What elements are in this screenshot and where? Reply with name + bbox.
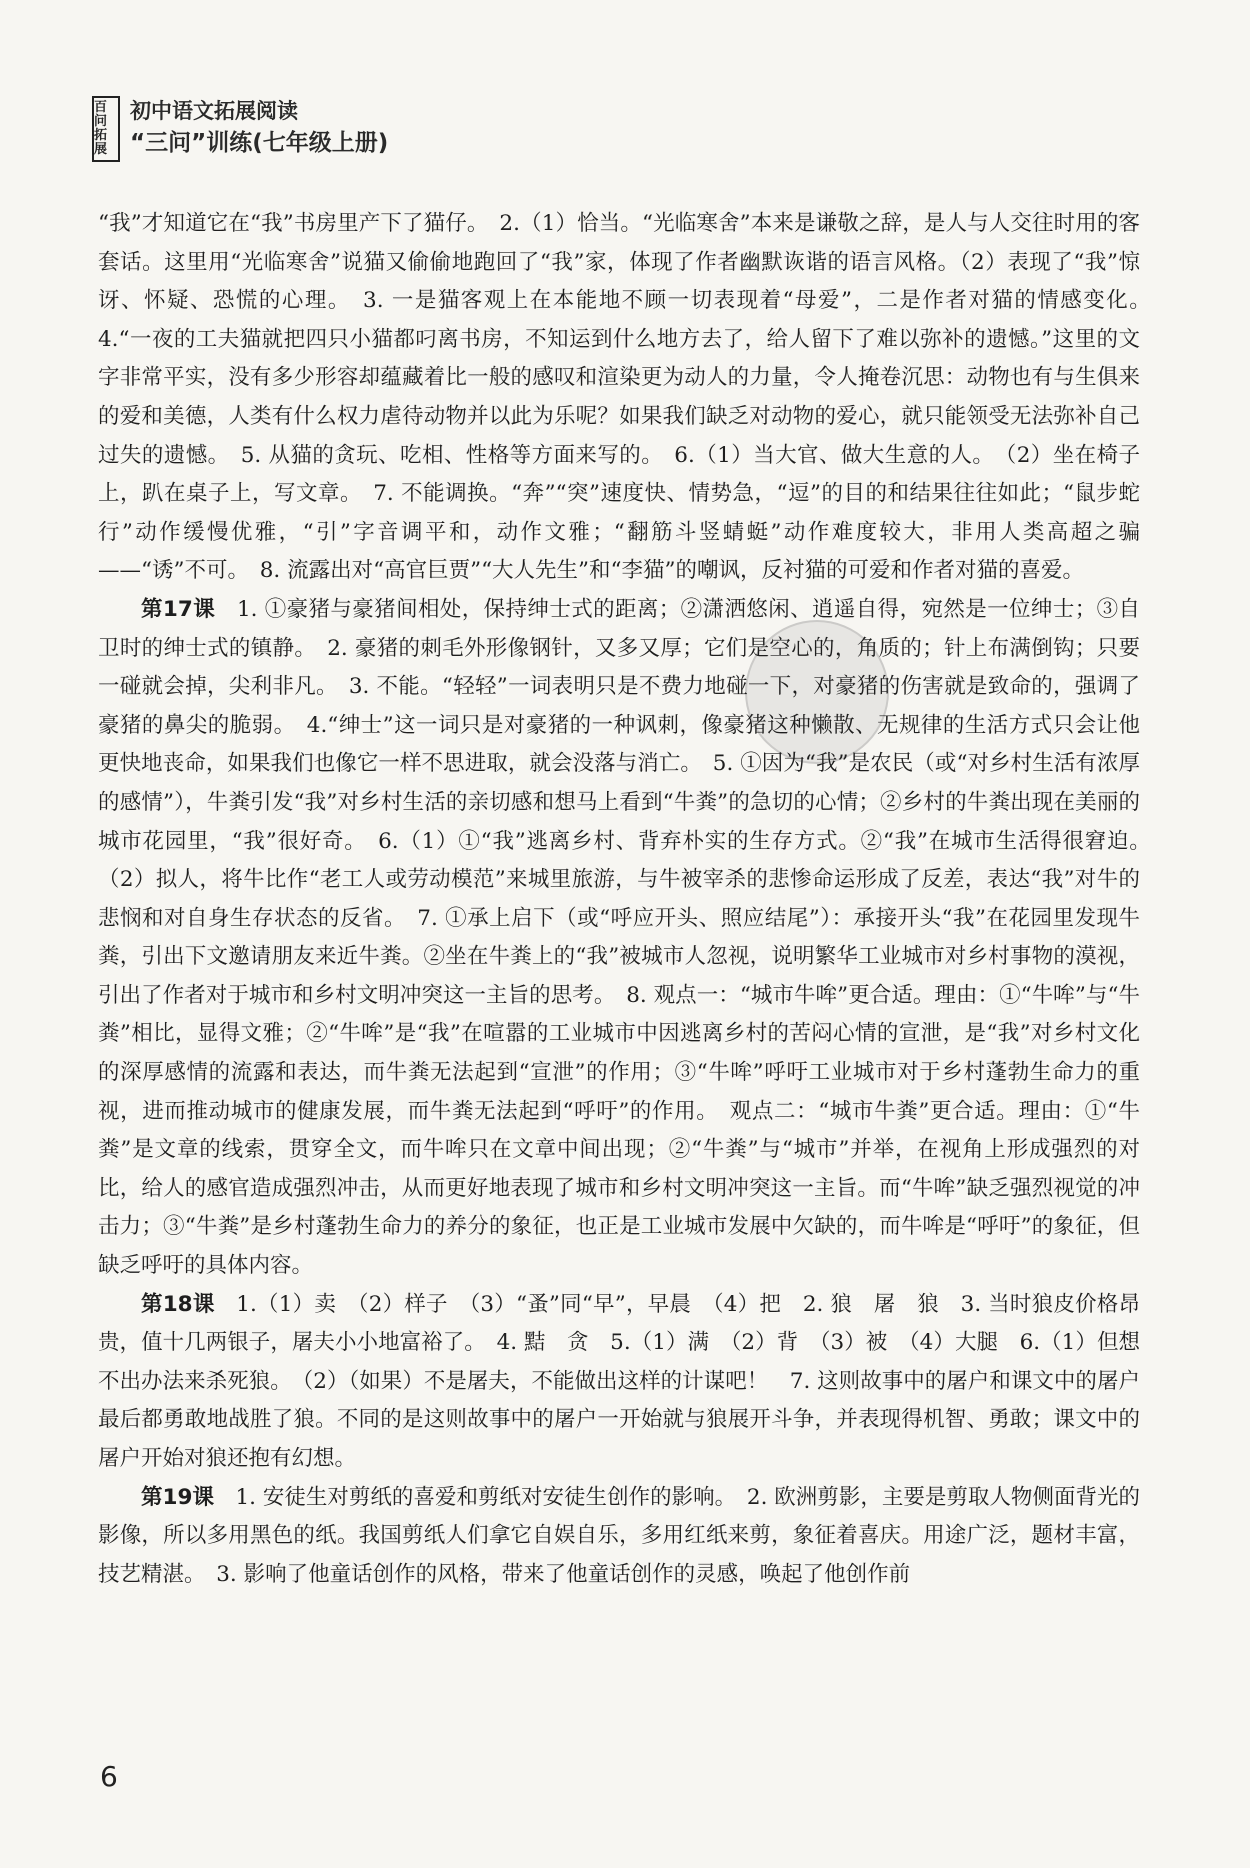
lesson-label: 第19课 [141, 1484, 214, 1510]
answer-paragraph-lesson-19 [98, 1479, 1140, 1595]
logo-text: 百问拓展 [94, 100, 108, 157]
book-title [130, 96, 388, 160]
book-title-line2: “三问”训练(七年级上册) [130, 130, 389, 156]
lesson-answers: 1.（1）卖 （2）样子 （3）“蚤”同“早”，早晨 （4）把 2. 狼 屠 狼 3. 当时狼皮价格昂贵，值十几两银子，屠夫小小地富裕了。 4. 黠 贪 5.（1）满 （2）背 （3）被 （4）大腿 6.（1）但想不出办法来杀死狼。 （2）（如果）不是屠夫，不能做出这样的计谋吧！ 7. 这则故事中的屠户和课文中的屠户最后都勇敢地战胜了狼。不同的是这则故事中的屠户一开始就与狼展开斗争，并表现得机智、勇敢；课文中的屠户开始对狼还抱有幻想。 [98, 1291, 1140, 1471]
answer-text [98, 205, 1162, 1594]
book-series-logo [92, 96, 120, 162]
lesson-label: 第18课 [141, 1291, 215, 1317]
page-number: 6 [100, 1760, 118, 1793]
book-title-line1: 初中语文拓展阅读 [130, 99, 298, 123]
answer-paragraph-lesson-17 [98, 591, 1162, 1286]
lesson-label: 第17课 [141, 596, 216, 622]
answer-paragraph-lesson-18 [98, 1286, 1140, 1479]
answer-paragraph-continued: “我”才知道它在“我”书房里产下了猫仔。 2.（1）恰当。“光临寒舍”本来是谦敬之辞，是人与人交往时用的客套话。这里用“光临寒舍”说猫又偷偷地跑回了“我”家，体现了作者幽默诙谐的语言风格。（2）表现了“我”惊讶、怀疑、恐慌的心理。 3. 一是猫客观上在本能地不顾一切表现着“母爱”，二是作者对猫的情感变化。 4.“一夜的工夫猫就把四只小猫都叼离书房，不知运到什么地方去了，给人留下了难以弥补的遗憾。”这里的文字非常平实，没有多少形容却蕴藏着比一般的感叹和渲染更为动人的力量，令人掩卷沉思：动物也有与生俱来的爱和美德，人类有什么权力虐待动物并以此为乐呢？如果我们缺乏对动物的爱心，就只能领受无法弥补自己过失的遗憾。 5. 从猫的贪玩、吃相、性格等方面来写的。 6.（1）当大官、做大生意的人。 （2）坐在椅子上，趴在桌子上，写文章。 7. 不能调换。“奔”“突”速度快、情势急，“逗”的目的和结果往往如此；“鼠步蛇行”动作缓慢优雅，“引”字音调平和，动作文雅；“翻筋斗竖蜻蜓”动作难度较大，非用人类高超之骗——“诱”不可。 8. 流露出对“高官巨贾”“大人先生”和“李猫”的嘲讽，反衬猫的可爱和作者对猫的喜爱。 [98, 211, 1162, 584]
lesson-answers: 1. 安徒生对剪纸的喜爱和剪纸对安徒生创作的影响。 2. 欧洲剪影，主要是剪取人物侧面背光的影像，所以多用黑色的纸。我国剪纸人们拿它自娱自乐，多用红纸来剪，象征着喜庆。用途广泛，题材丰富，技艺精湛。 3. 影响了他童话创作的风格，带来了他童话创作的灵感，唤起了他创作前 [98, 1484, 1141, 1587]
lesson-answers: 1. ①豪猪与豪猪间相处，保持绅士式的距离；②潇洒悠闲、逍遥自得，宛然是一位绅士；③自卫时的绅士式的镇静。 2. 豪猪的刺毛外形像钢针，又多又厚；它们是空心的，角质的；针上布满倒钩；只要一碰就会掉，尖利非凡。 3. 不能。“轻轻”一词表明只是不费力地碰一下，对豪猪的伤害就是致命的，强调了豪猪的鼻尖的脆弱。 4.“绅士”这一词只是对豪猪的一种讽刺，像豪猪这种懒散、无规律的生活方式只会让他更快地丧命，如果我们也像它一样不思进取，就会没落与消亡。 5. ①因为“我”是农民（或“对乡村生活有浓厚的感情”），牛粪引发“我”对乡村生活的亲切感和想马上看到“牛粪”的急切的心情；②乡村的牛粪出现在美丽的城市花园里，“我”很好奇。 6.（1）①“我”逃离乡村、背弃朴实的生存方式。②“我”在城市生活得很窘迫。 （2）拟人，将牛比作“老工人或劳动模范”来城里旅游，与牛被宰杀的悲惨命运形成了反差，表达“我”对牛的悲悯和对自身生存状态的反省。 7. ①承上启下（或“呼应开头、照应结尾”）：承接开头“我”在花园里发现牛粪，引出下文邀请朋友来近牛粪。②坐在牛粪上的“我”被城市人忽视，说明繁华工业城市对乡村事物的漠视，引出了作者对于城市和乡村文明冲突这一主旨的思考。 8. 观点一：“城市牛哞”更合适。理由：①“牛哞”与“牛粪”相比，显得文雅；②“牛哞”是“我”在喧嚣的工业城市中因逃离乡村的苦闷心情的宣泄，是“我”对乡村文化的深厚感情的流露和表达，而牛粪无法起到“宣泄”的作用；③“牛哞”呼吁工业城市对于乡村蓬勃生命力的重视，进而推动城市的健康发展，而牛粪无法起到“呼吁”的作用。 观点二：“城市牛粪”更合适。理由：①“牛粪”是文章的线索，贯穿全文，而牛哞只在文章中间出现；②“牛粪”与“城市”并举，在视角上形成强烈的对比，给人的感官造成强烈冲击，从而更好地表现了城市和乡村文明冲突这一主旨。而“牛哞”缺乏强烈视觉的冲击力；③“牛粪”是乡村蓬勃生命力的养分的象征，也正是工业城市发展中欠缺的，而牛哞是“呼吁”的象征，但缺乏呼吁的具体内容。 [98, 596, 1162, 1279]
